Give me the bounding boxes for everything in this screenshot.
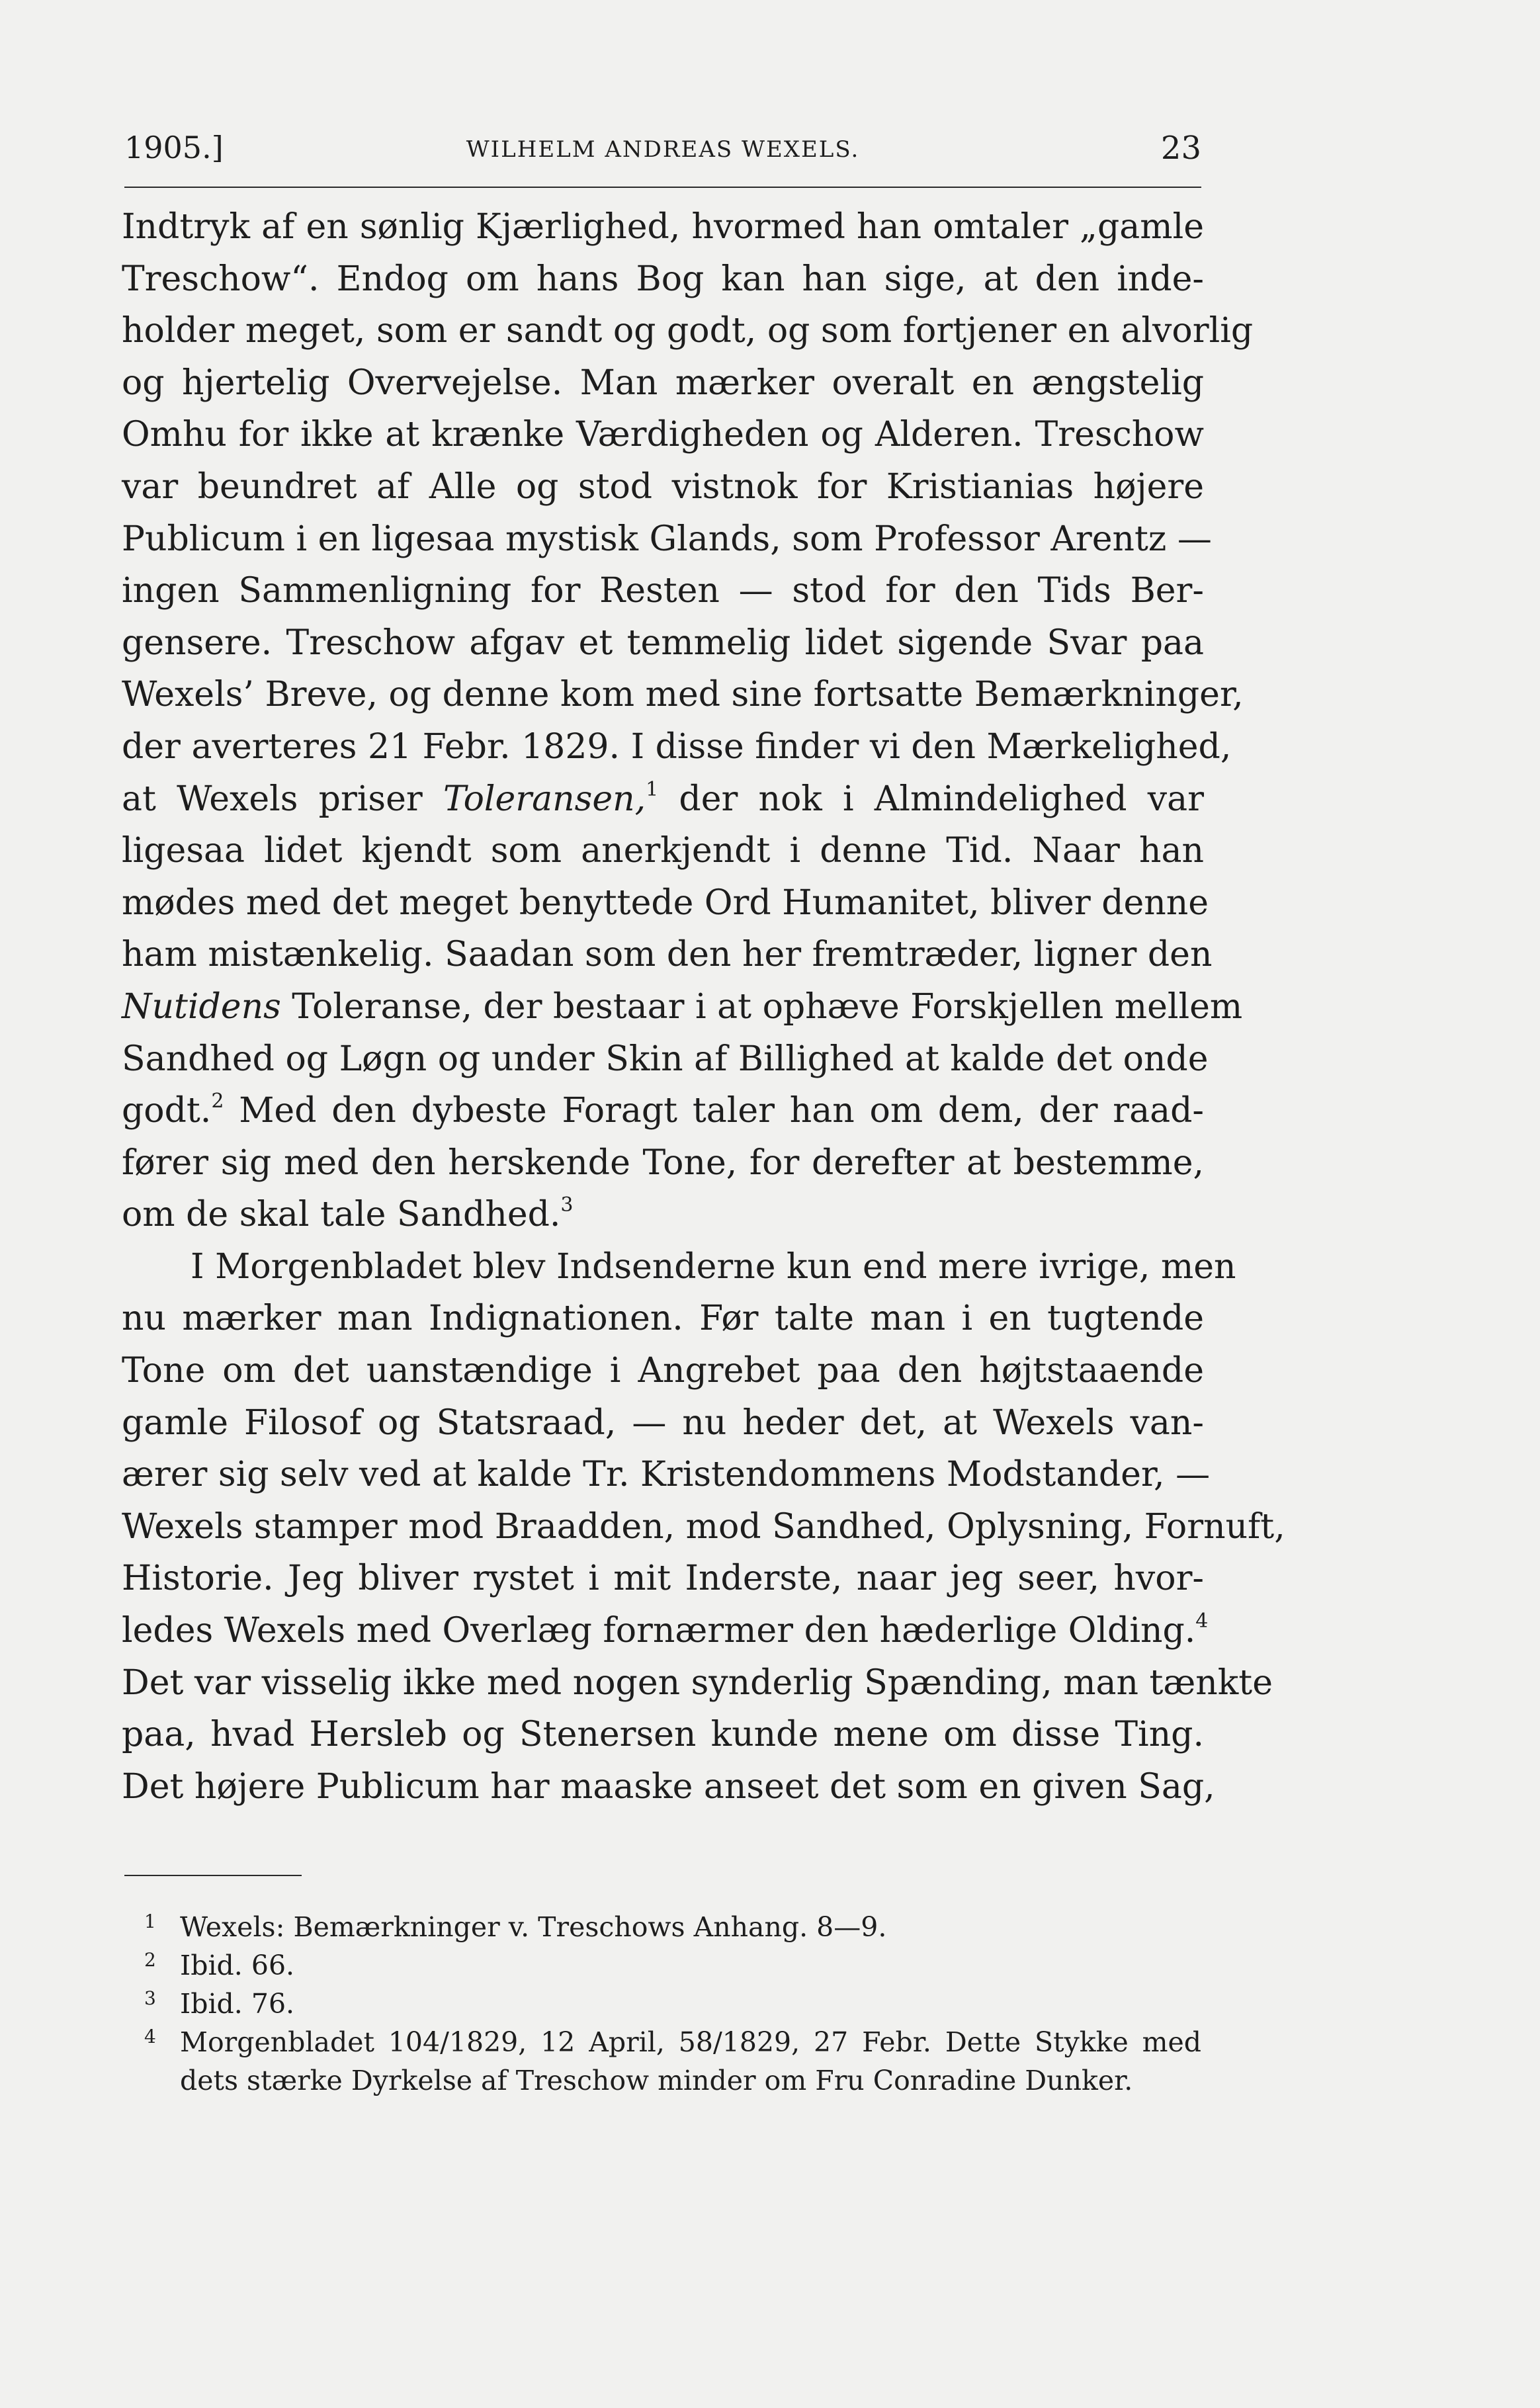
text-line: ham mistænkelig. Saadan som den her fremtræder, ligner den [122,935,1213,975]
text-span: ledes Wexels med Overlæg fornærmer den hæderlige Olding. [122,1611,1196,1651]
footnote-number: 4 [144,2026,156,2047]
header-title: WILHELM ANDREAS WEXELS. [466,136,860,163]
footnote-number: 2 [144,1949,156,1971]
footnote-ref: 1 [646,777,659,801]
text-line: mødes med det meget benyttede Ord Humanitet, bliver denne [122,882,1209,923]
footnote-ref: 4 [1195,1610,1209,1633]
text-line [122,1189,1204,1241]
text-line: ingen Sammenligning for Resten — stod for den Tids Ber- [122,571,1204,611]
footnote-text: Morgenbladet 104/1829, 12 April, 58/1829, 27 Febr. Dette Stykke med [180,2026,1201,2058]
footnote-text: Ibid. 66. [180,1950,295,1981]
footnote-text: Wexels: Bemærkninger v. Treschows Anhang. 8—9. [180,1911,887,1943]
text-line [122,773,1204,826]
text-line: holder meget, som er sandt og godt, og som fortjener en alvorlig [122,311,1254,351]
text-line: Wexels stamper mod Braadden, mod Sandhed, Oplysning, Fornuft, [122,1506,1285,1547]
text-line: Publicum i en ligesaa mystisk Glands, som Professor Arentz — [122,519,1212,559]
footnote-rule [124,1875,302,1876]
text-line: og hjertelig Overvejelse. Man mærker overalt en ængstelig [122,363,1204,403]
text-line: der averteres 21 Febr. 1829. I disse finder vi den Mærkelighed, [122,726,1232,767]
running-header [124,130,1201,177]
text-line: Det var visselig ikke med nogen synderlig Spænding, man tænkte [122,1662,1273,1703]
footnote-ref: 3 [560,1193,574,1217]
text-line: gensere. Treschow afgav et temmelig lidet sigende Svar paa [122,623,1204,663]
italic-word: Toleransen, [443,779,646,819]
text-line: ligesaa lidet kjendt som anerkjendt i denne Tid. Naar han [122,831,1204,871]
footnote-number: 3 [144,1987,156,2009]
header-rule [124,187,1201,188]
text-line: fører sig med den herskende Tone, for derefter at bestemme, [122,1142,1204,1183]
footnotes [124,1908,1201,2100]
text-line [122,1605,1209,1657]
text-line: paa, hvad Hersleb og Stenersen kunde mene om disse Ting. [122,1715,1204,1755]
italic-word: Nutidens [122,986,281,1027]
text-line: ærer sig selv ved at kalde Tr. Kristendommens Modstander, — [122,1455,1211,1495]
footnote-ref: 2 [211,1090,224,1113]
footnote-text: Ibid. 76. [180,1988,295,2020]
text-line: I Morgenbladet blev Indsenderne kun end mere ivrige, men [191,1246,1236,1287]
footnote [124,2023,1201,2100]
text-span: om de skal tale Sandhed. [122,1195,561,1235]
main-text [122,201,1285,1813]
footnote [124,1908,1201,1946]
text-span: der nok i Almindelighed var [679,779,1204,819]
text-span: at Wexels priser [122,779,423,819]
footnote-number: 1 [144,1911,156,1932]
text-line: nu mærker man Indignationen. Før talte man i en tugtende [122,1299,1204,1339]
text-line: gamle Filosof og Statsraad, — nu heder det, at Wexels van- [122,1402,1204,1443]
footnote-text-continued: dets stærke Dyrkelse af Treschow minder om Fru Conradine Dunker. [180,2065,1133,2096]
text-line: var beundret af Alle og stod vistnok for Kristianias højere [122,466,1204,507]
page-number: 23 [1160,130,1201,167]
text-span: Med den dybeste Foragt taler han om dem, der raad- [239,1091,1205,1131]
text-line [122,981,1243,1033]
footnote [124,1946,1201,1985]
text-line: Tone om det uanstændige i Angrebet paa den højtstaaende [122,1351,1204,1391]
text-line: Indtryk af en sønlig Kjærlighed, hvormed han omtaler „gamle [122,207,1204,247]
text-span: godt. [122,1091,212,1131]
text-line: Omhu for ikke at krænke Værdigheden og Alderen. Treschow [122,415,1204,455]
text-line: Treschow“. Endog om hans Bog kan han sige, at den inde- [122,259,1204,299]
header-year: 1905.] [124,130,224,165]
text-span: Toleranse, der bestaar i at ophæve Forskjellen mellem [292,986,1243,1027]
text-line: Wexels’ Breve, og denne kom med sine fortsatte Bemærkninger, [122,675,1244,715]
text-line [122,1085,1204,1137]
text-line: Historie. Jeg bliver rystet i mit Inderste, naar jeg seer, hvor- [122,1559,1204,1599]
text-line: Det højere Publicum har maaske anseet det som en given Sag, [122,1766,1215,1807]
footnote [124,1985,1201,2023]
text-line: Sandhed og Løgn og under Skin af Billighed at kalde det onde [122,1039,1209,1079]
